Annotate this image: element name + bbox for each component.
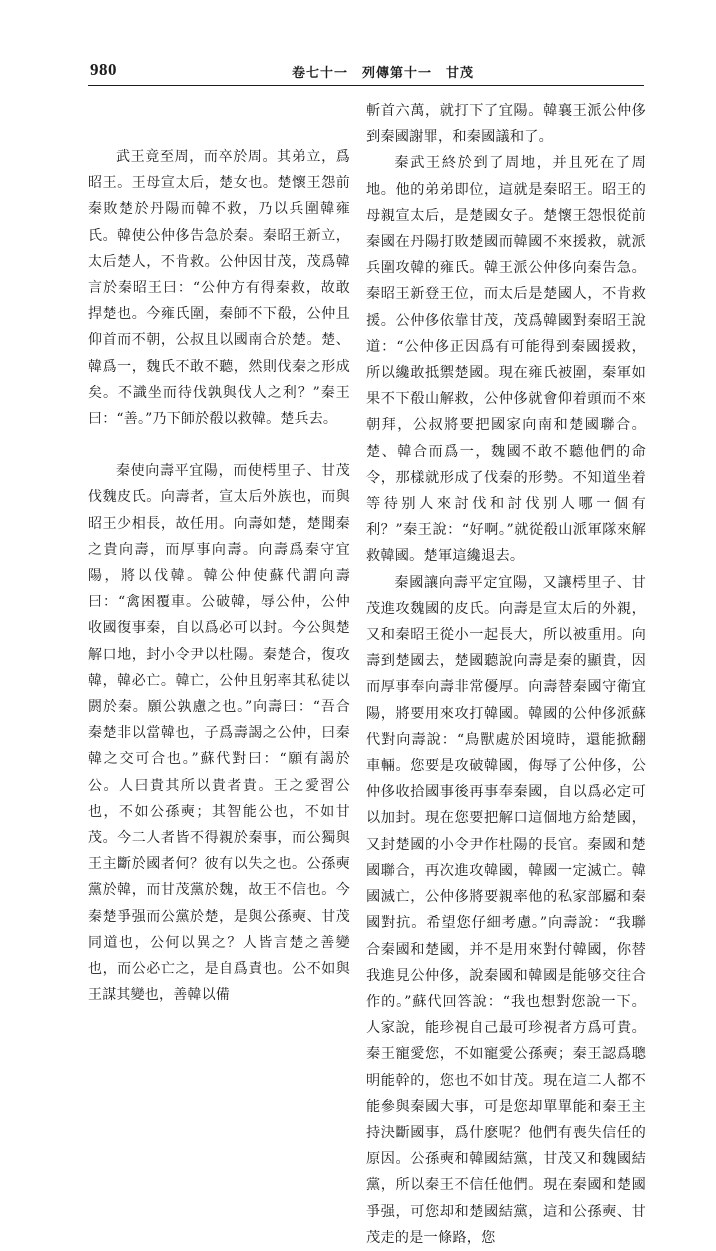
classical-paragraph-2: 秦使向壽平宜陽，而使樗里子、甘茂伐魏皮氏。向壽者，宣太后外族也，而與昭王少相長，故任用。向壽如楚，楚聞秦之貴向壽，而厚事向壽。向壽爲秦守宜陽，將以伐韓。韓公仲使蘇代謂向壽曰：“禽困覆車。公破韓，辱公仲，公仲收國復事秦，自以爲必可以封。今公與楚解口地，封小令尹以杜陽。秦楚合，復攻韓，韓必亡。韓亡，公仲且躬率其私徒以閼於秦。願公孰慮之也。”向壽曰：“吾合秦楚非以當韓也，子爲壽謁之公仲，曰秦韓之交可合也。”蘇代對曰：“願有謁於公。人曰貴其所以貴者貴。王之愛習公也，不如公孫奭；其智能公也，不如甘茂。今二人者皆不得親於秦事，而公獨與王主斷於國者何？彼有以失之也。公孫奭黨於韓，而甘茂黨於魏，故王不信也。今秦楚爭强而公黨於楚，是與公孫奭、甘茂同道也，公何以異之？人皆言楚之善變也，而公必亡之，是自爲責也。公不如與王謀其變也，善韓以備: [88, 463, 350, 1004]
translation-text-column: [366, 98, 646, 1246]
header-rule: [88, 85, 644, 86]
translation-paragraph-3: 秦國讓向壽平定宜陽，又讓樗里子、甘茂進攻魏國的皮氏。向壽是宣太后的外親，又和秦昭王從小一起長大，所以被重用。向壽到楚國去，楚國聽說向壽是秦的顯貴，因而厚事奉向壽非常優厚。向壽替秦國守衛宜陽，將要用來攻打韓國。韓國的公仲侈派蘇代對向壽說：“鳥獸處於困境時，還能掀翻車輛。您要是攻破韓國，侮辱了公仲侈，公仲侈收拾國事後再事奉秦國，自以爲必定可以加封。現在您要把解口這個地方給楚國，又封楚國的小令尹作杜陽的長官。秦國和楚國聯合，再次進攻韓國，韓國一定滅亡。韓國滅亡，公仲侈將要親率他的私家部屬和秦國對抗。希望您仔細考慮。”向壽說：“我聯合秦國和楚國，并不是用來對付韓國，你替我進見公仲侈，說秦國和韓國是能够交往合作的。”蘇代回答說：“我也想對您說一下。人家說，能珍視自己最可珍視者方爲可貴。秦王寵愛您，不如寵愛公孫奭；秦王認爲聰明能幹的，您也不如甘茂。現在這二人都不能參與秦國大事，可是您却單單能和秦王主持決斷國事，爲什麽呢？他們有喪失信任的原因。公孫奭和韓國結黨，甘茂又和魏國結黨，所以秦王不信任他們。現在秦國和楚國爭强，可您却和楚國結黨，這和公孫奭、甘茂走的是一條路，您: [366, 574, 646, 1246]
classical-paragraph-1: 武王竟至周，而卒於周。其弟立，爲昭王。王母宣太后，楚女也。楚懷王怨前秦敗楚於丹陽而韓不救，乃以兵圍韓雍氏。韓使公仲侈告急於秦。秦昭王新立，太后楚人，不肯救。公仲因甘茂，茂爲韓言於秦昭王曰：“公仲方有得秦救，故敢捍楚也。今雍氏圍，秦師不下殽，公仲且仰首而不朝，公叔且以國南合於楚。楚、韓爲一，魏氏不敢不聽，然則伐秦之形成矣。不識坐而待伐孰與伐人之利？”秦王曰：“善。”乃下師於殽以救韓。楚兵去。: [88, 149, 350, 428]
translation-paragraph-2: 秦武王終於到了周地，并且死在了周地。他的弟弟即位，這就是秦昭王。昭王的母親宣太后，是楚國女子。楚懷王怨恨從前秦國在丹陽打敗楚國而韓國不來援救，就派兵圍攻韓的雍氏。韓王派公仲侈向秦告急。秦昭王新登王位，而太后是楚國人，不肯救援。公仲侈依靠甘茂，茂爲韓國對秦昭王說道：“公仲侈正因爲有可能得到秦國援救，所以纔敢抵禦楚國。現在雍氏被圍，秦軍如果不下殽山解救，公仲侈就會仰着頭而不來朝拜，公叔將要把國家向南和楚國聯合。楚、韓合而爲一，魏國不敢不聽他們的命令，那樣就形成了伐秦的形勢。不知道坐着等待别人來討伐和討伐别人哪一個有利？”秦王說：“好啊。”就從殽山派軍隊來解救韓國。楚軍這纔退去。: [366, 155, 646, 565]
page-number: 980: [90, 60, 117, 79]
classical-text-column: [88, 98, 350, 1004]
page-header: [0, 0, 716, 92]
translation-paragraph-1: 斬首六萬，就打下了宜陽。韓襄王派公仲侈到秦國謝罪，和秦國議和了。: [366, 103, 646, 146]
running-title: 卷七十一 列傳第十一 甘茂: [292, 66, 475, 81]
